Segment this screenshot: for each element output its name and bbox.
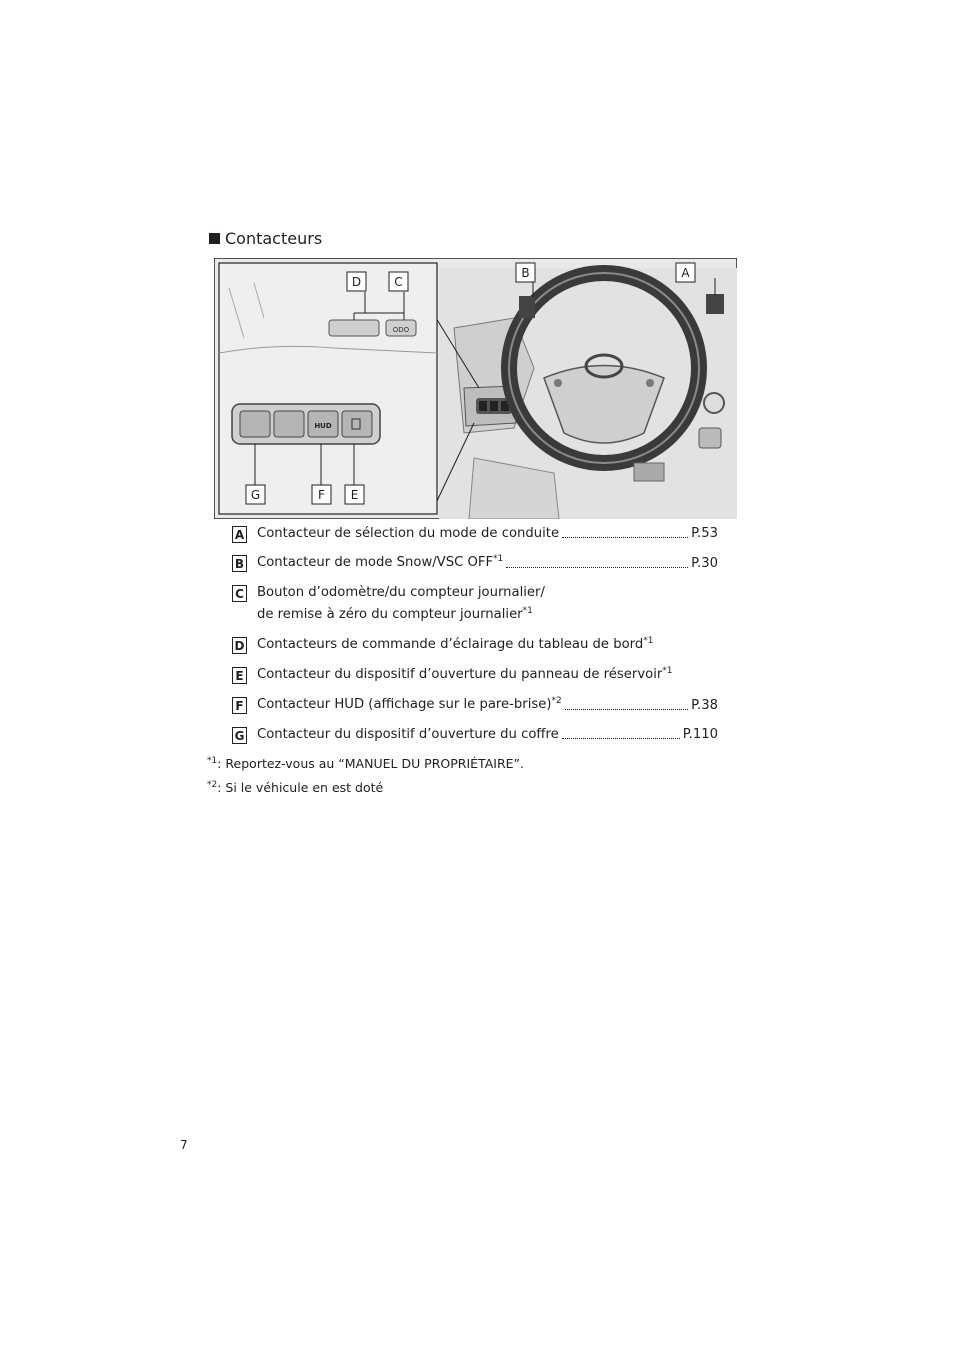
legend-tag: A: [232, 526, 247, 543]
legend-tag: E: [232, 667, 247, 684]
page-ref: P.53: [691, 526, 718, 541]
page-ref: P.110: [682, 727, 718, 742]
switches-illustration: [214, 258, 737, 519]
page-ref: P.30: [691, 556, 718, 571]
square-bullet-icon: [209, 233, 220, 244]
footnote-text: : Si le véhicule en est doté: [217, 780, 384, 795]
footnote-mark: *1: [662, 666, 673, 676]
callout-b: B: [521, 266, 530, 280]
leader-dots: [506, 567, 688, 568]
legend-tag: F: [232, 697, 247, 714]
legend-label: de remise à zéro du compteur journalier: [257, 607, 523, 622]
footnote-text: : Reportez-vous au “MANUEL DU PROPRIÉTAIRE”.: [217, 756, 524, 771]
legend-item-d: [232, 637, 718, 654]
legend-tag: G: [232, 727, 247, 744]
legend-item-c: [232, 585, 718, 624]
footnote-mark: *1: [522, 606, 533, 616]
legend-list: [232, 526, 718, 756]
footnote-2: [207, 780, 383, 795]
callout-g: G: [250, 488, 261, 502]
legend-label: Contacteur du dispositif d’ouverture du panneau de réservoir: [257, 667, 663, 682]
footnote-mark: *1: [493, 554, 504, 564]
section-title: Contacteurs: [225, 229, 323, 248]
legend-item-e: [232, 667, 718, 684]
legend-item-b: [232, 555, 718, 572]
section-heading: [209, 229, 322, 248]
odo-text: ODO: [392, 326, 410, 334]
legend-tag: D: [232, 637, 247, 654]
callout-d: D: [351, 275, 362, 289]
callout-a: A: [681, 266, 690, 280]
legend-tag: B: [232, 555, 247, 572]
legend-item-f: [232, 697, 718, 714]
footnote-mark: *2: [551, 696, 562, 706]
leader-dots: [562, 537, 688, 538]
page-ref: P.38: [691, 698, 718, 713]
callout-f: F: [318, 488, 325, 502]
callout-e: E: [350, 488, 359, 502]
leader-dots: [565, 709, 688, 710]
legend-label: Contacteurs de commande d’éclairage du tableau de bord: [257, 637, 644, 652]
legend-label: Contacteur du dispositif d’ouverture du coffre: [257, 727, 559, 742]
footnote-1: [207, 756, 524, 771]
footnote-mark: *1: [207, 756, 218, 766]
page-number: 7: [180, 1138, 188, 1152]
legend-label: Contacteur de mode Snow/VSC OFF: [257, 555, 494, 570]
legend-label-line1: Bouton d’odomètre/du compteur journalier/: [257, 585, 545, 600]
hud-text: HUD: [314, 422, 332, 430]
footnote-mark: *1: [643, 636, 654, 646]
legend-label: Contacteur de sélection du mode de conduite: [257, 526, 560, 541]
legend-item-a: [232, 526, 718, 542]
leader-dots: [562, 738, 680, 739]
callout-c: C: [394, 275, 403, 289]
legend-label: Contacteur HUD (affichage sur le pare-brise): [257, 697, 552, 712]
footnote-mark: *2: [207, 780, 218, 790]
legend-tag: C: [232, 585, 247, 602]
legend-item-g: [232, 727, 718, 743]
